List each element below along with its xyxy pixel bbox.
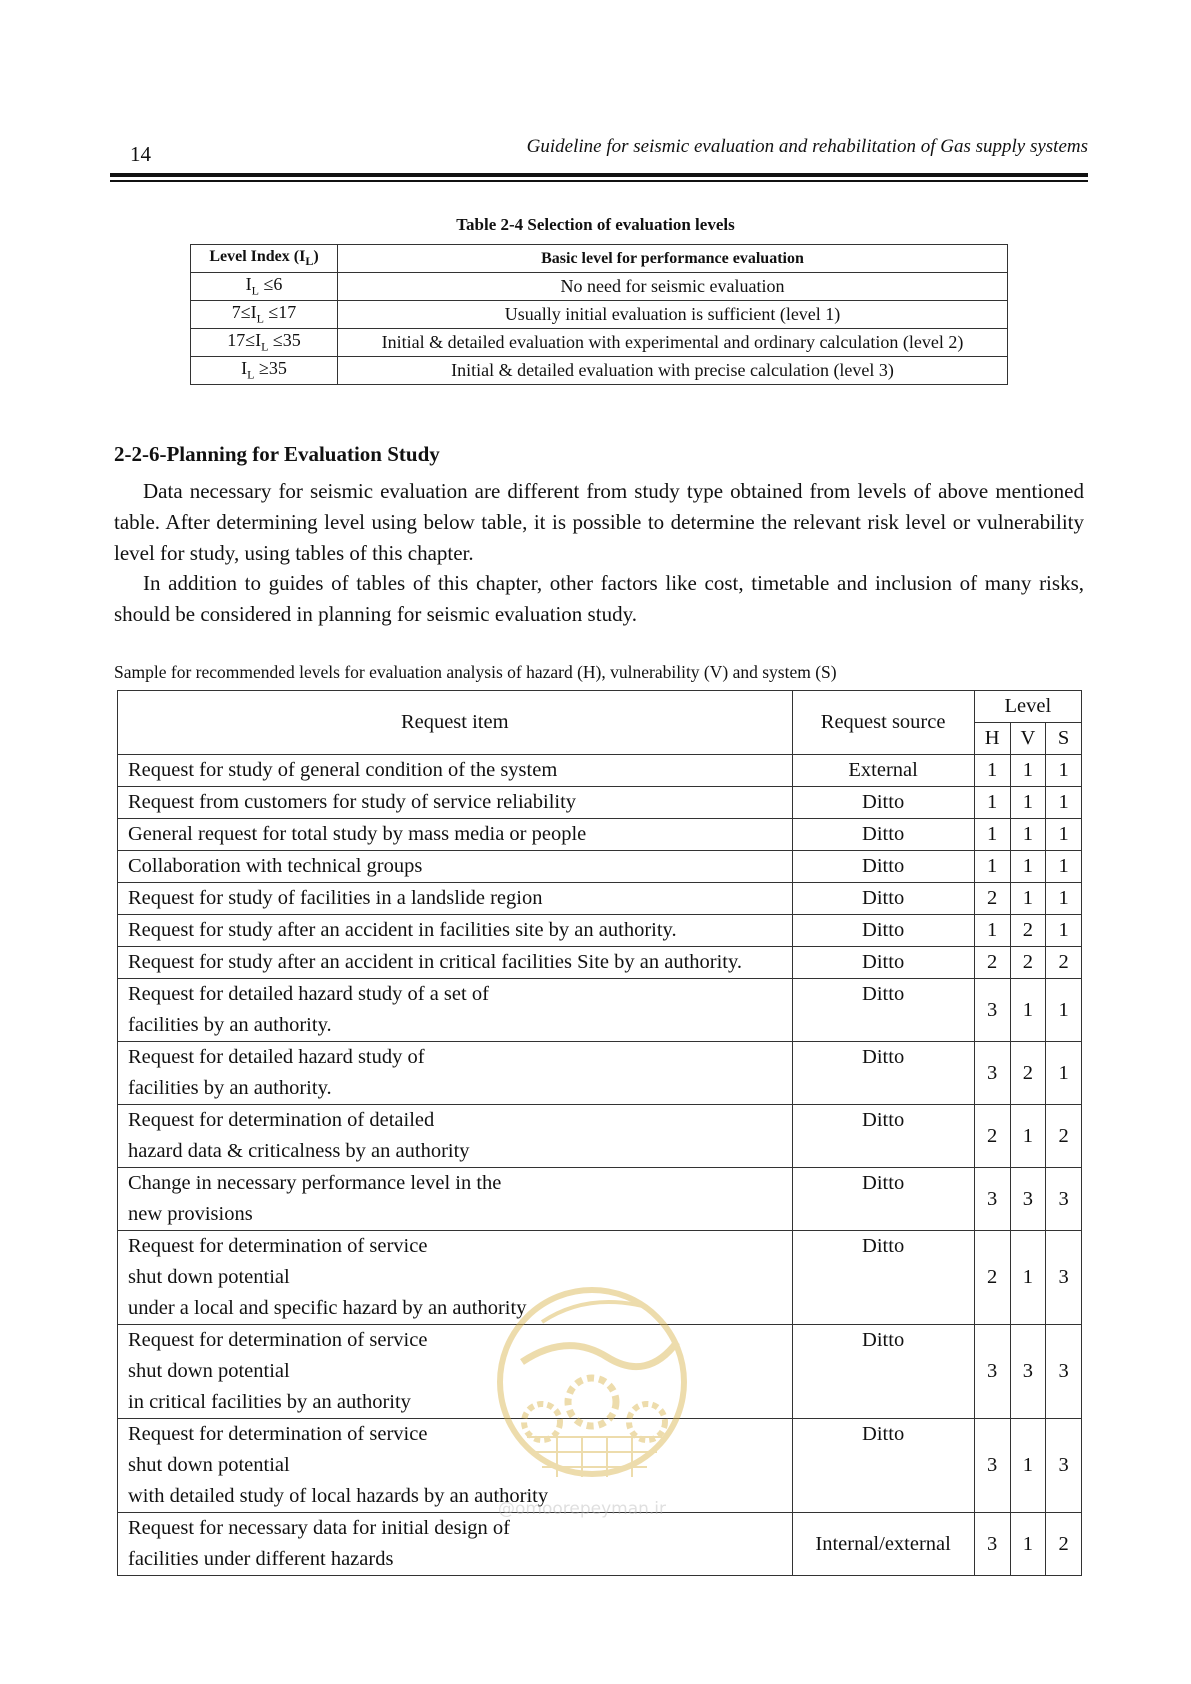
request-item-cell: [118, 819, 793, 851]
level-h-cell: 2: [974, 947, 1010, 979]
request-item-line: Request for determination of service: [128, 1329, 428, 1351]
request-source-cell: External: [792, 755, 974, 787]
level-index-cell: $I_L \le 6$: [191, 273, 338, 301]
level-s-cell: 1: [1046, 787, 1082, 819]
request-item-line: shut down potential: [128, 1454, 290, 1476]
table2-header-v: V: [1010, 723, 1046, 755]
level-v-cell: 1: [1010, 979, 1046, 1042]
request-item-cell: [118, 883, 793, 915]
level-h-cell: 2: [974, 883, 1010, 915]
request-item-cell: [118, 1231, 793, 1325]
level-s-cell: 2: [1046, 1105, 1082, 1168]
level-index-cell: $7\le I_L \le 17$: [191, 301, 338, 329]
request-item-line: hazard data & criticalness by an authority: [128, 1140, 470, 1162]
table2-header-level: Level: [974, 691, 1081, 723]
request-item-cell: [118, 851, 793, 883]
table2-header-request-item: Request item: [118, 691, 793, 755]
level-h-cell: 2: [974, 1231, 1010, 1325]
table2-row: [118, 755, 1082, 787]
level-s-cell: 1: [1046, 819, 1082, 851]
request-item-line: Request for determination of service: [128, 1423, 428, 1445]
basic-level-cell: Initial & detailed evaluation with precise calculation (level 3): [338, 357, 1008, 385]
level-h-cell: 1: [974, 787, 1010, 819]
request-item-line: General request for total study by mass media or people: [128, 823, 587, 845]
request-item-line: Request from customers for study of service reliability: [128, 791, 577, 813]
table1-row: [191, 329, 1008, 357]
level-v-cell: 1: [1010, 1419, 1046, 1513]
table2-row: [118, 1105, 1082, 1168]
level-v-cell: 1: [1010, 883, 1046, 915]
level-s-cell: 3: [1046, 1168, 1082, 1231]
table2-row: [118, 1419, 1082, 1513]
level-v-cell: 2: [1010, 1042, 1046, 1105]
request-item-line: Request for study after an accident in critical facilities Site by an authority.: [128, 951, 743, 973]
level-v-cell: 2: [1010, 947, 1046, 979]
request-item-cell: [118, 787, 793, 819]
paragraph-2: In addition to guides of tables of this chapter, other factors like cost, timetable and inclusion of many risks, should be considered in planning for seismic evaluation study.: [114, 571, 1084, 626]
table2-row: [118, 947, 1082, 979]
level-v-cell: 3: [1010, 1168, 1046, 1231]
level-s-cell: 3: [1046, 1325, 1082, 1419]
request-item-line: Request for determination of detailed: [128, 1109, 435, 1131]
table2-row: [118, 819, 1082, 851]
level-index-cell: $17\le I_L \le 35$: [191, 329, 338, 357]
level-s-cell: 1: [1046, 883, 1082, 915]
level-s-cell: 2: [1046, 1513, 1082, 1576]
level-s-cell: 1: [1046, 915, 1082, 947]
level-v-cell: 1: [1010, 1105, 1046, 1168]
table1-header-basic-level: Basic level for performance evaluation: [338, 245, 1008, 273]
request-item-cell: [118, 947, 793, 979]
level-v-cell: 1: [1010, 1513, 1046, 1576]
table2-header-h: H: [974, 723, 1010, 755]
table2-row: [118, 883, 1082, 915]
level-h-cell: 2: [974, 1105, 1010, 1168]
request-item-line: Request for necessary data for initial design of: [128, 1517, 510, 1539]
request-item-cell: [118, 1042, 793, 1105]
level-index-cell: $I_L \ge 35$: [191, 357, 338, 385]
request-item-cell: [118, 755, 793, 787]
level-s-cell: 2: [1046, 947, 1082, 979]
level-v-cell: 1: [1010, 1231, 1046, 1325]
running-title: Guideline for seismic evaluation and rehabilitation of Gas supply systems: [526, 136, 1088, 157]
level-h-cell: 3: [974, 1168, 1010, 1231]
request-item-line: facilities by an authority.: [128, 1014, 332, 1036]
level-h-cell: 3: [974, 1042, 1010, 1105]
level-s-cell: 1: [1046, 755, 1082, 787]
level-s-cell: 1: [1046, 1042, 1082, 1105]
table2-row: [118, 787, 1082, 819]
request-item-line: Request for study of general condition of the system: [128, 759, 558, 781]
request-source-cell: Ditto: [792, 947, 974, 979]
table2-header-s: S: [1046, 723, 1082, 755]
level-h-cell: 3: [974, 1325, 1010, 1419]
request-item-line: new provisions: [128, 1203, 253, 1225]
level-h-cell: 3: [974, 1419, 1010, 1513]
request-source-cell: Ditto: [792, 1325, 974, 1419]
request-source-cell: Ditto: [792, 787, 974, 819]
request-source-cell: Ditto: [792, 979, 974, 1042]
table2-caption: Sample for recommended levels for evaluation analysis of hazard (H), vulnerability (V) and system (S): [114, 662, 837, 682]
basic-level-cell: Initial & detailed evaluation with experimental and ordinary calculation (level 2): [338, 329, 1008, 357]
request-source-cell: Ditto: [792, 1168, 974, 1231]
request-item-line: Request for study of facilities in a landslide region: [128, 887, 543, 909]
level-v-cell: 2: [1010, 915, 1046, 947]
request-item-line: with detailed study of local hazards by an authority: [128, 1485, 549, 1507]
level-h-cell: 1: [974, 819, 1010, 851]
request-item-cell: [118, 1168, 793, 1231]
table2-row: [118, 1513, 1082, 1576]
table2-row: [118, 851, 1082, 883]
request-source-cell: Ditto: [792, 1105, 974, 1168]
level-s-cell: 3: [1046, 1419, 1082, 1513]
basic-level-cell: No need for seismic evaluation: [338, 273, 1008, 301]
level-v-cell: 1: [1010, 787, 1046, 819]
request-source-cell: Ditto: [792, 819, 974, 851]
watermark-text: @omoorepeyman.ir: [497, 1499, 667, 1519]
recommended-levels-table: [117, 690, 1082, 1576]
table2-row: [118, 1042, 1082, 1105]
request-source-cell: Ditto: [792, 851, 974, 883]
request-item-line: Request for detailed hazard study of a set of: [128, 983, 489, 1005]
table1-header-level-index: Level Index $(I_L)$: [191, 245, 338, 273]
level-h-cell: 1: [974, 915, 1010, 947]
level-v-cell: 1: [1010, 819, 1046, 851]
header-rule-thick: [110, 173, 1088, 177]
table1-row: [191, 301, 1008, 329]
table1-row: [191, 273, 1008, 301]
request-item-line: Request for determination of service: [128, 1235, 428, 1257]
page-number: 14: [130, 142, 151, 166]
table2-row: [118, 1231, 1082, 1325]
header-rule-thin: [110, 180, 1088, 182]
level-v-cell: 1: [1010, 755, 1046, 787]
table2-header-request-source: Request source: [792, 691, 974, 755]
table2-row: [118, 1168, 1082, 1231]
request-source-cell: Ditto: [792, 1231, 974, 1325]
request-item-line: under a local and specific hazard by an authority: [128, 1297, 527, 1319]
level-h-cell: 1: [974, 851, 1010, 883]
request-item-line: Request for detailed hazard study of: [128, 1046, 425, 1068]
request-item-line: shut down potential: [128, 1360, 290, 1382]
request-item-line: in critical facilities by an authority: [128, 1391, 411, 1413]
level-s-cell: 3: [1046, 1231, 1082, 1325]
level-s-cell: 1: [1046, 851, 1082, 883]
request-source-cell: Ditto: [792, 1042, 974, 1105]
request-item-cell: [118, 915, 793, 947]
section-heading: 2-2-6-Planning for Evaluation Study: [114, 442, 440, 466]
request-source-cell: Ditto: [792, 1419, 974, 1513]
basic-level-cell: Usually initial evaluation is sufficient (level 1): [338, 301, 1008, 329]
table1-row: [191, 357, 1008, 385]
request-item-cell: [118, 1105, 793, 1168]
request-item-line: facilities by an authority.: [128, 1077, 332, 1099]
request-item-line: Request for study after an accident in facilities site by an authority.: [128, 919, 677, 941]
request-item-cell: [118, 1419, 793, 1513]
evaluation-levels-table: [190, 244, 1008, 385]
table2-row: [118, 915, 1082, 947]
paragraph-1: Data necessary for seismic evaluation are different from study type obtained from levels of above mentioned table. After determining level using below table, it is possible to determine the relevant risk level or vulnerability level for study, using tables of this chapter.: [114, 479, 1084, 565]
table2-row: [118, 979, 1082, 1042]
request-source-cell: Ditto: [792, 883, 974, 915]
request-item-line: facilities under different hazards: [128, 1548, 394, 1570]
level-h-cell: 3: [974, 979, 1010, 1042]
request-item-line: shut down potential: [128, 1266, 290, 1288]
level-h-cell: 1: [974, 755, 1010, 787]
table1-caption: Table 2-4 Selection of evaluation levels: [456, 215, 735, 234]
level-v-cell: 3: [1010, 1325, 1046, 1419]
level-s-cell: 1: [1046, 979, 1082, 1042]
table2-row: [118, 1325, 1082, 1419]
request-item-cell: [118, 1325, 793, 1419]
level-v-cell: 1: [1010, 851, 1046, 883]
request-item-line: Collaboration with technical groups: [128, 855, 423, 877]
request-item-cell: [118, 979, 793, 1042]
request-item-line: Change in necessary performance level in the: [128, 1172, 502, 1194]
request-source-cell: Ditto: [792, 915, 974, 947]
level-h-cell: 3: [974, 1513, 1010, 1576]
request-item-cell: [118, 1513, 793, 1576]
request-source-cell: Internal/external: [792, 1513, 974, 1576]
